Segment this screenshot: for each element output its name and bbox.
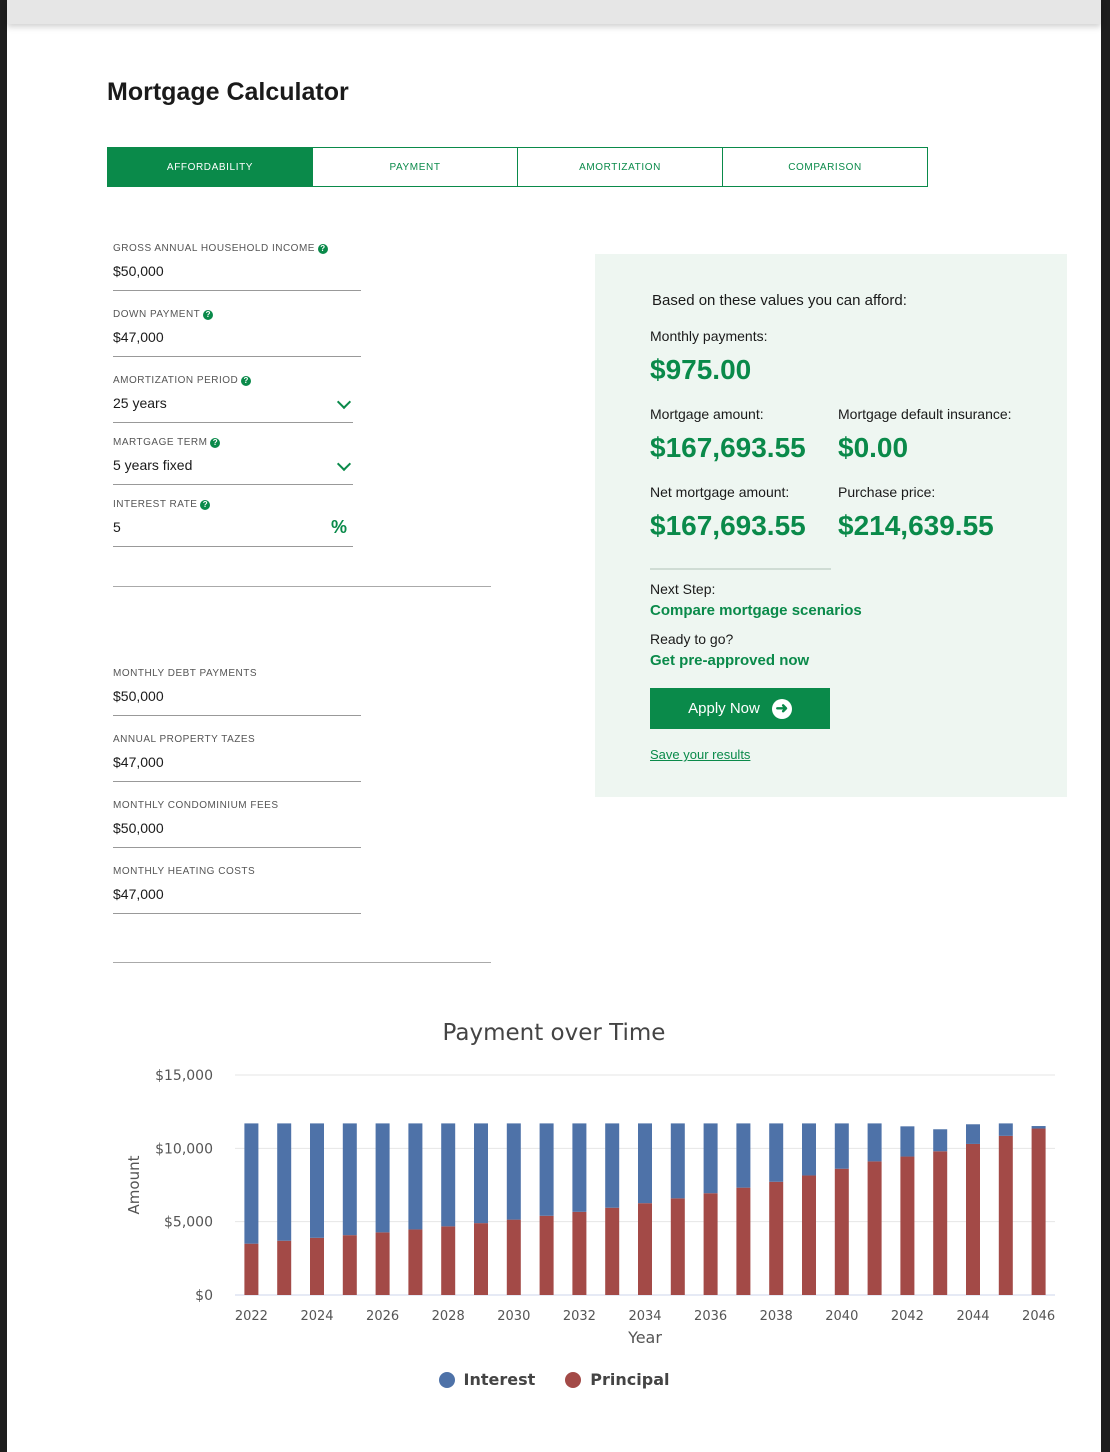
- legend-principal[interactable]: [565, 1370, 669, 1389]
- condo-input[interactable]: $50,000: [113, 820, 361, 848]
- calculator-tabs: [107, 147, 928, 187]
- principal-bar: [343, 1235, 357, 1295]
- principal-bar: [441, 1226, 455, 1295]
- browser-top-bar: [7, 0, 1101, 24]
- income-field: [113, 243, 361, 291]
- tab-affordability[interactable]: AFFORDABILITY: [108, 148, 313, 186]
- insurance-value: $0.00: [838, 432, 909, 463]
- arrow-right-icon: ➜: [772, 699, 792, 719]
- taxes-input[interactable]: $47,000: [113, 754, 361, 782]
- principal-bar: [868, 1161, 882, 1295]
- chart-legend: [7, 1370, 1101, 1389]
- amortization-select[interactable]: [113, 395, 353, 423]
- chevron-down-icon: [337, 457, 351, 471]
- interest-bar: [638, 1123, 652, 1203]
- principal-bar: [572, 1212, 586, 1295]
- interest-bar: [441, 1123, 455, 1226]
- term-value: 5 years fixed: [113, 457, 193, 473]
- chart-plot: [7, 1010, 1101, 1360]
- monthly-payments-label: Monthly payments:: [650, 328, 768, 344]
- term-label: MARTGAGE TERM: [113, 437, 208, 448]
- x-tick-label: 2026: [366, 1309, 400, 1324]
- principal-bar: [376, 1232, 390, 1295]
- next-step-label: Next Step:: [650, 581, 716, 597]
- x-tick-label: 2042: [890, 1309, 924, 1324]
- help-icon[interactable]: ?: [210, 438, 220, 448]
- interest-bar: [933, 1129, 947, 1151]
- results-panel: [595, 254, 1067, 797]
- debt-input[interactable]: $50,000: [113, 688, 361, 716]
- principal-bar: [999, 1136, 1013, 1295]
- income-label: GROSS ANNUAL HOUSEHOLD INCOME: [113, 243, 315, 254]
- interest-bar: [1032, 1126, 1046, 1128]
- principal-bar: [277, 1241, 291, 1295]
- interest-bar: [802, 1123, 816, 1175]
- x-tick-label: 2022: [234, 1309, 268, 1324]
- y-axis-label: Amount: [125, 1155, 143, 1215]
- interest-bar: [408, 1123, 422, 1229]
- rate-input[interactable]: [113, 519, 353, 547]
- y-tick-label: $0: [195, 1288, 213, 1304]
- interest-bar: [474, 1123, 488, 1223]
- principal-bar: [933, 1151, 947, 1295]
- principal-bar: [408, 1229, 422, 1295]
- help-icon[interactable]: ?: [200, 500, 210, 510]
- amortization-value: 25 years: [113, 395, 167, 411]
- principal-swatch: [565, 1372, 581, 1388]
- interest-bar: [310, 1123, 324, 1237]
- ready-label: Ready to go?: [650, 631, 734, 647]
- chevron-down-icon: [337, 395, 351, 409]
- principal-bar: [671, 1198, 685, 1295]
- interest-bar: [835, 1123, 849, 1168]
- interest-bar: [736, 1123, 750, 1187]
- results-divider: [650, 568, 831, 570]
- principal-bar: [507, 1220, 521, 1295]
- legend-interest[interactable]: [439, 1370, 536, 1389]
- heating-label: MONTHLY HEATING COSTS: [113, 866, 256, 877]
- principal-bar: [1032, 1129, 1046, 1295]
- heating-input[interactable]: $47,000: [113, 886, 361, 914]
- interest-bar: [540, 1123, 554, 1215]
- down-payment-input[interactable]: $47,000: [113, 329, 361, 357]
- interest-bar: [605, 1123, 619, 1207]
- net-mortgage-label: Net mortgage amount:: [650, 484, 790, 500]
- x-tick-label: 2030: [497, 1309, 531, 1324]
- y-tick-label: $15,000: [155, 1068, 213, 1084]
- taxes-field: [113, 734, 361, 782]
- taxes-label: ANNUAL PROPERTY TAZES: [113, 734, 256, 745]
- condo-label: MONTHLY CONDOMINIUM FEES: [113, 800, 279, 811]
- x-tick-label: 2040: [825, 1309, 859, 1324]
- principal-bar: [769, 1182, 783, 1295]
- principal-bar: [638, 1203, 652, 1295]
- monthly-payments-value: $975.00: [650, 354, 752, 385]
- amortization-label: AMORTIZATION PERIOD: [113, 375, 239, 386]
- down-payment-label: DOWN PAYMENT: [113, 309, 201, 320]
- insurance-label: Mortgage default insurance:: [838, 406, 1012, 422]
- purchase-price-value: $214,639.55: [838, 510, 994, 541]
- down-payment-field: [113, 309, 361, 357]
- rate-label: INTEREST RATE: [113, 499, 198, 510]
- x-tick-label: 2032: [562, 1309, 596, 1324]
- tab-comparison[interactable]: COMPARISON: [723, 148, 927, 186]
- chart-title: Payment over Time: [442, 1020, 666, 1046]
- condo-field: [113, 800, 361, 848]
- principal-bar: [835, 1169, 849, 1295]
- principal-bar: [802, 1175, 816, 1295]
- principal-bar: [900, 1157, 914, 1295]
- x-tick-label: 2034: [628, 1309, 662, 1324]
- y-tick-label: $10,000: [155, 1141, 213, 1158]
- interest-bar: [244, 1123, 258, 1243]
- principal-bar: [966, 1144, 980, 1295]
- help-icon[interactable]: ?: [241, 376, 251, 386]
- x-tick-label: 2046: [1022, 1309, 1056, 1324]
- debt-label: MONTHLY DEBT PAYMENTS: [113, 668, 258, 679]
- tab-payment[interactable]: PAYMENT: [313, 148, 518, 186]
- rate-field: [113, 499, 353, 547]
- heating-field: [113, 866, 361, 914]
- interest-bar: [376, 1123, 390, 1232]
- apply-now-label: Apply Now: [688, 700, 760, 717]
- interest-bar: [277, 1123, 291, 1240]
- interest-bar: [769, 1123, 783, 1181]
- x-tick-label: 2044: [956, 1309, 990, 1324]
- income-input[interactable]: $50,000: [113, 263, 361, 291]
- percent-icon: %: [330, 517, 347, 537]
- x-tick-label: 2038: [759, 1309, 793, 1324]
- mortgage-amount-label: Mortgage amount:: [650, 406, 764, 422]
- amortization-field: [113, 375, 353, 423]
- compare-scenarios-link[interactable]: Compare mortgage scenarios: [650, 602, 862, 619]
- principal-bar: [605, 1208, 619, 1295]
- interest-bar: [900, 1126, 914, 1156]
- x-tick-label: 2036: [694, 1309, 728, 1324]
- x-tick-label: 2028: [431, 1309, 465, 1324]
- x-tick-label: 2024: [300, 1309, 334, 1324]
- pre-approved-link[interactable]: Get pre-approved now: [650, 652, 810, 669]
- help-icon[interactable]: ?: [203, 310, 213, 320]
- apply-now-button[interactable]: [650, 688, 830, 729]
- tab-amortization[interactable]: AMORTIZATION: [518, 148, 723, 186]
- interest-bar: [999, 1123, 1013, 1135]
- help-icon[interactable]: ?: [318, 244, 328, 254]
- rate-value: 5: [113, 519, 121, 535]
- interest-bar: [704, 1123, 718, 1193]
- term-select[interactable]: [113, 457, 353, 485]
- interest-swatch: [439, 1372, 455, 1388]
- y-tick-label: $5,000: [164, 1214, 213, 1231]
- calculator-page: [7, 0, 1101, 1452]
- interest-bar: [671, 1123, 685, 1198]
- purchase-price-label: Purchase price:: [838, 484, 936, 500]
- section-divider: [113, 586, 491, 587]
- interest-bar: [507, 1123, 521, 1219]
- x-axis-label: Year: [628, 1328, 662, 1347]
- principal-bar: [540, 1216, 554, 1295]
- legend-principal-label: Principal: [590, 1370, 670, 1389]
- principal-bar: [474, 1223, 488, 1295]
- legend-interest-label: Interest: [463, 1370, 536, 1389]
- principal-bar: [704, 1193, 718, 1295]
- debt-field: [113, 668, 361, 716]
- interest-bar: [572, 1123, 586, 1211]
- section-divider: [113, 962, 491, 963]
- principal-bar: [310, 1238, 324, 1295]
- net-mortgage-value: $167,693.55: [650, 510, 806, 541]
- interest-bar: [868, 1123, 882, 1161]
- term-field: [113, 437, 353, 485]
- page-title: Mortgage Calculator: [107, 78, 349, 106]
- interest-bar: [966, 1124, 980, 1144]
- principal-bar: [736, 1188, 750, 1295]
- interest-bar: [343, 1123, 357, 1235]
- mortgage-amount-value: $167,693.55: [650, 432, 806, 463]
- payment-chart: [7, 1010, 1101, 1410]
- principal-bar: [244, 1244, 258, 1295]
- save-results-link[interactable]: Save your results: [650, 747, 751, 762]
- results-intro: Based on these values you can afford:: [652, 292, 907, 309]
